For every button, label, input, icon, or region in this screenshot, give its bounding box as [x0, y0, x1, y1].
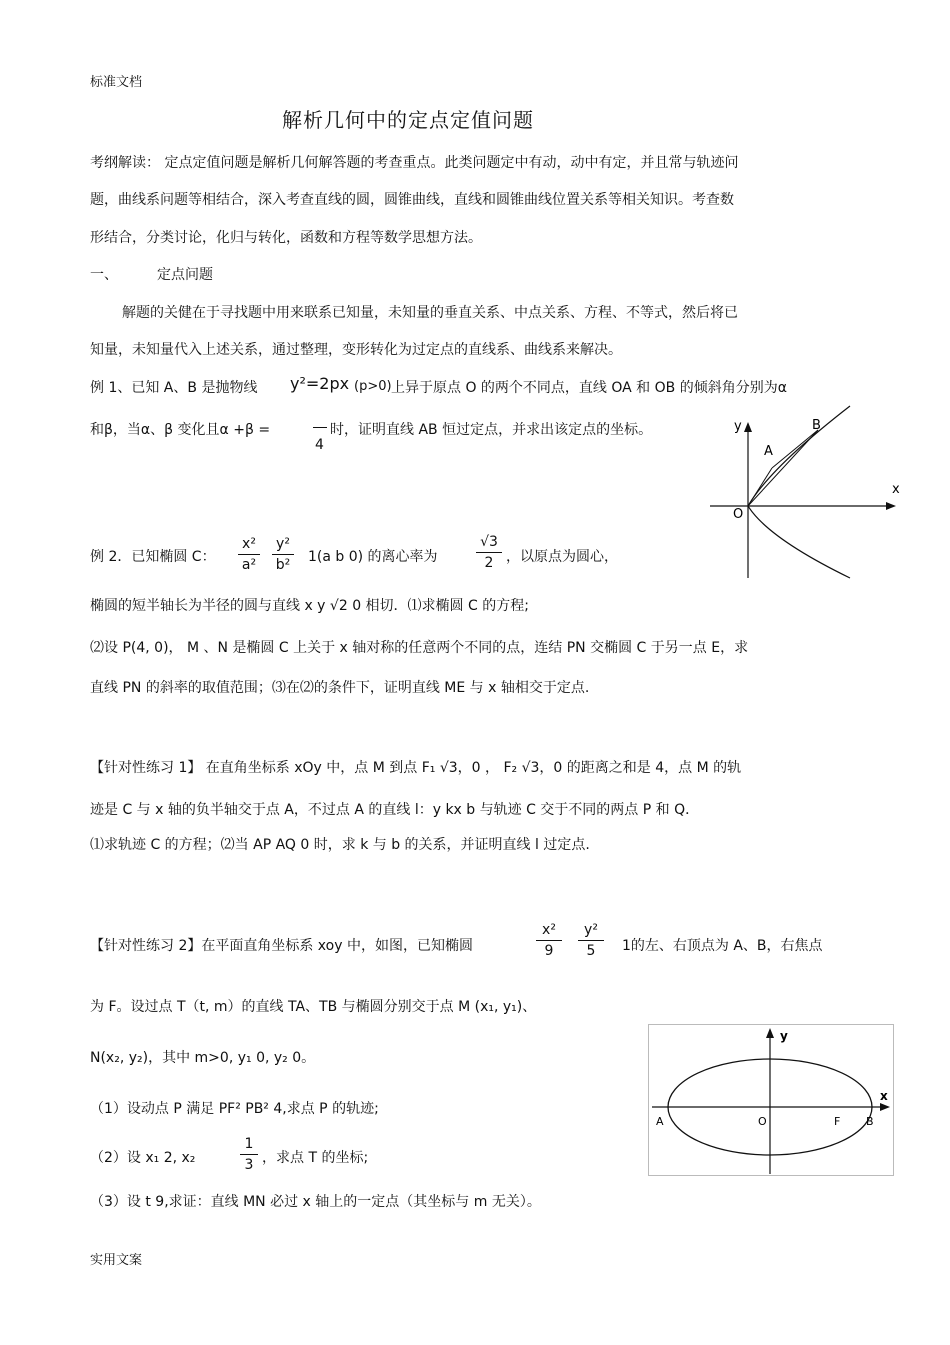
example1-parabola-eq: y²=2px — [290, 374, 350, 393]
label-x: x — [892, 482, 900, 497]
fraction-bar — [578, 940, 604, 941]
intro-line-2: 题，曲线系问题等相结合，深入考查直线的圆，圆锥曲线，直线和圆锥曲线位置关系等相关知识。考查数 — [90, 192, 734, 208]
practice2-line-3: N(x₂, y₂)，其中 m>0, y₁ 0, y₂ 0。 — [90, 1050, 316, 1066]
example2-line-3: ⑵设 P(4, 0)， M 、N 是椭圆 C 上关于 x 轴对称的任意两个不同的点，连结 PN 交椭圆 C 于另一点 E，求 — [90, 640, 749, 656]
example2-text-2: ，以原点为圆心， — [506, 549, 618, 565]
intro-line-3: 形结合，分类讨论，化归与转化，函数和方程等数学思想方法。 — [90, 230, 482, 246]
label-focus-f: F — [834, 1115, 841, 1128]
fraction-numerator: x² — [542, 922, 556, 938]
fraction-bar — [476, 552, 502, 553]
parabola-curve — [748, 406, 850, 578]
fraction-denominator: 9 — [544, 943, 554, 959]
page-header: 标准文档 — [90, 75, 143, 90]
fraction-numerator: 1 — [244, 1136, 254, 1152]
x-axis-arrow — [886, 502, 896, 510]
label-y: y — [780, 1029, 788, 1043]
fraction-numerator: y² — [584, 922, 598, 938]
segment-ab — [772, 430, 818, 468]
fraction-denominator: 2 — [484, 555, 494, 571]
fraction-numerator: x² — [242, 536, 256, 552]
example2-intro: 例 2．已知椭圆 C： — [90, 549, 216, 565]
practice2-text: 1的左、右顶点为 A、B，右焦点 — [622, 938, 823, 954]
page-footer: 实用文案 — [90, 1253, 143, 1268]
fraction-numerator: √3 — [480, 534, 498, 550]
figure-frame — [649, 1025, 894, 1176]
practice2-intro: 【针对性练习 2】在平面直角坐标系 xoy 中，如图，已知椭圆 — [90, 938, 473, 954]
label-x: x — [880, 1089, 888, 1103]
example1-intro: 例 1、已知 A、B 是抛物线 — [90, 380, 258, 396]
label-origin: O — [733, 507, 744, 522]
fraction-numerator: y² — [276, 536, 290, 552]
practice2-question-3: （3）设 t 9,求证：直线 MN 必过 x 轴上的一定点（其坐标与 m 无关）。 — [90, 1194, 541, 1210]
ellipse2-y-term — [578, 922, 604, 959]
label-vertex-b: B — [866, 1115, 874, 1128]
label-vertex-a: A — [656, 1115, 664, 1128]
eccentricity-fraction — [476, 534, 502, 571]
example1-fraction-denominator: 4 — [315, 437, 324, 453]
label-point-a: A — [764, 444, 773, 459]
practice1-line-2: 迹是 C 与 x 轴的负半轴交于点 A，不过点 A 的直线 l：y kx b 与轨迹 C 交于不同的两点 P 和 Q． — [90, 802, 700, 818]
ellipse-y-term — [272, 536, 294, 573]
section-number: 一、 — [90, 267, 118, 283]
y-axis-arrow — [766, 1028, 774, 1038]
label-origin: O — [758, 1115, 767, 1128]
segment-ob — [748, 430, 818, 506]
example1-condition: (p>0) — [354, 379, 392, 394]
example1-fraction-bar — [313, 427, 327, 428]
fraction-bar — [238, 554, 260, 555]
example2-line-2: 椭圆的短半轴长为半径的圆与直线 x y √2 0 相切．⑴求椭圆 C 的方程; — [90, 598, 529, 614]
practice2-question-1: （1）设动点 P 满足 PF² PB² 4,求点 P 的轨迹; — [90, 1101, 379, 1117]
practice2-question-2-tail: ，求点 T 的坐标; — [262, 1150, 369, 1166]
fraction-denominator: b² — [275, 557, 291, 573]
label-y: y — [734, 419, 742, 434]
intro-line-1: 考纲解读： 定点定值问题是解析几何解答题的考查重点。此类问题定中有动，动中有定，并且常与轨迹问 — [90, 155, 739, 171]
fraction-denominator: 3 — [244, 1157, 254, 1173]
section-title: 定点问题 — [157, 267, 213, 283]
page-title: 解析几何中的定点定值问题 — [282, 108, 534, 132]
practice1-line-3: ⑴求轨迹 C 的方程；⑵当 AP AQ 0 时，求 k 与 b 的关系，并证明直线 l 过定点. — [90, 837, 590, 853]
example1-text-2: 和β，当α、β 变化且α +β = — [90, 422, 271, 438]
fraction-bar — [272, 554, 294, 555]
fraction-bar — [536, 940, 562, 941]
method-line-2: 知量，未知量代入上述关系，通过整理，变形转化为过定点的直线系、曲线系来解决。 — [90, 342, 622, 358]
x-axis-arrow — [880, 1103, 890, 1111]
segment-oa — [748, 468, 772, 506]
ellipse-figure — [648, 1024, 894, 1176]
example1-text: 上异于原点 O 的两个不同点，直线 OA 和 OB 的倾斜角分别为α — [391, 380, 787, 396]
question2-fraction — [240, 1136, 258, 1173]
label-point-b: B — [812, 418, 821, 433]
parabola-figure — [700, 398, 910, 588]
practice2-line-2: 为 F。设过点 T（t, m）的直线 TA、TB 与椭圆分别交于点 M (x₁, y₁)、 — [90, 999, 537, 1015]
example2-line-4: 直线 PN 的斜率的取值范围；⑶在⑵的条件下，证明直线 ME 与 x 轴相交于定点. — [90, 680, 590, 696]
fraction-denominator: a² — [241, 557, 257, 573]
practice1-line-1: 【针对性练习 1】 在直角坐标系 xOy 中，点 M 到点 F₁ √3，0 ， F₂ √3，0 的距离之和是 4，点 M 的轨 — [90, 760, 742, 776]
ellipse-x-term — [238, 536, 260, 573]
example1-text-3: 时，证明直线 AB 恒过定点，并求出该定点的坐标。 — [330, 422, 653, 438]
fraction-denominator: 5 — [586, 943, 596, 959]
method-line-1: 解题的关健在于寻找题中用来联系已知量，未知量的垂直关系、中点关系、方程、不等式，然后将已 — [122, 305, 738, 321]
practice2-question-2: （2）设 x₁ 2, x₂ — [90, 1150, 196, 1166]
y-axis-arrow — [744, 422, 752, 432]
ellipse2-x-term — [536, 922, 562, 959]
example2-text: 1(a b 0) 的离心率为 — [308, 549, 438, 565]
fraction-bar — [240, 1154, 258, 1155]
